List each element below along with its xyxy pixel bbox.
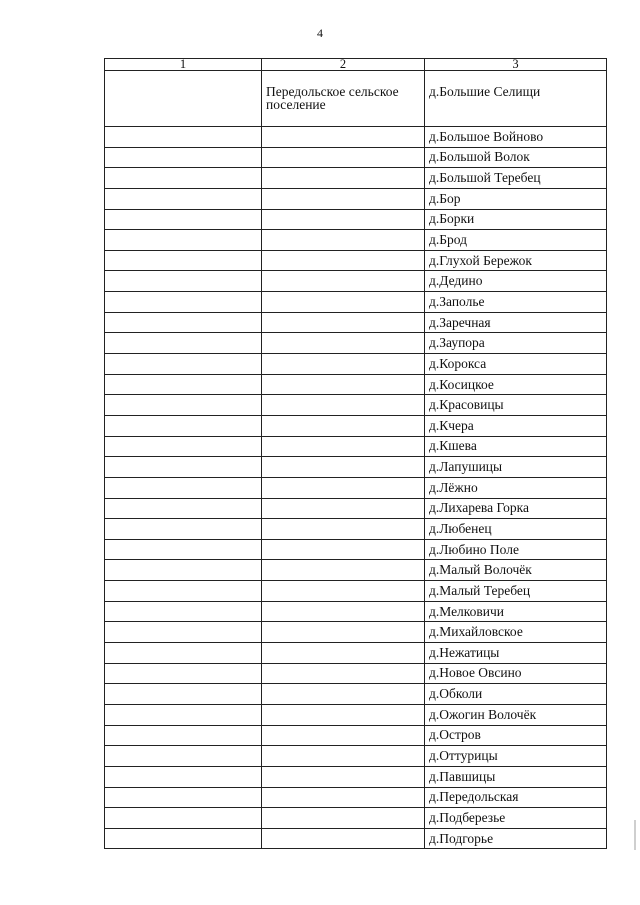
cell-col1	[105, 395, 262, 416]
village-name: д.Подгорье	[425, 828, 607, 849]
cell-col1	[105, 643, 262, 664]
cell-col2	[262, 663, 425, 684]
cell-col2	[262, 622, 425, 643]
table-row	[105, 808, 607, 829]
table-row	[105, 188, 607, 209]
table-row	[105, 436, 607, 457]
cell-col1	[105, 209, 262, 230]
cell-col1	[105, 354, 262, 375]
village-name: д.Лёжно	[425, 477, 607, 498]
cell-col1	[105, 704, 262, 725]
cell-col1	[105, 725, 262, 746]
cell-col2	[262, 436, 425, 457]
cell-col2	[262, 354, 425, 375]
village-name: д.Бор	[425, 188, 607, 209]
cell-col1	[105, 766, 262, 787]
cell-col1	[105, 519, 262, 540]
table-row	[105, 312, 607, 333]
cell-col1	[105, 498, 262, 519]
cell-col1	[105, 230, 262, 251]
village-name: д.Борки	[425, 209, 607, 230]
table-row	[105, 354, 607, 375]
scan-edge-mark	[634, 820, 636, 850]
cell-col1	[105, 787, 262, 808]
cell-col2	[262, 271, 425, 292]
cell-col2	[262, 127, 425, 148]
village-name: д.Красовицы	[425, 395, 607, 416]
table-row	[105, 519, 607, 540]
village-name: д.Любино Поле	[425, 539, 607, 560]
village-name: д.Оттурицы	[425, 746, 607, 767]
cell-col1	[105, 663, 262, 684]
table-row	[105, 250, 607, 271]
cell-col1	[105, 808, 262, 829]
village-name: д.Кшева	[425, 436, 607, 457]
cell-col1	[105, 415, 262, 436]
cell-col1	[105, 581, 262, 602]
cell-col2	[262, 230, 425, 251]
table-row	[105, 704, 607, 725]
cell-col2	[262, 312, 425, 333]
table-row	[105, 209, 607, 230]
cell-col1	[105, 271, 262, 292]
village-name: д.Большое Войново	[425, 127, 607, 148]
village-name: д.Лапушицы	[425, 457, 607, 478]
village-name: д.Малый Волочёк	[425, 560, 607, 581]
village-name: д.Брод	[425, 230, 607, 251]
cell-col1	[105, 312, 262, 333]
cell-col2	[262, 766, 425, 787]
village-name: д.Большие Селищи	[425, 71, 607, 127]
village-name: д.Павшицы	[425, 766, 607, 787]
village-name: д.Кчера	[425, 415, 607, 436]
cell-col2	[262, 168, 425, 189]
village-name: д.Глухой Бережок	[425, 250, 607, 271]
table-row	[105, 127, 607, 148]
table-row	[105, 333, 607, 354]
cell-col2	[262, 684, 425, 705]
table-row	[105, 746, 607, 767]
cell-col2	[262, 250, 425, 271]
cell-col2	[262, 477, 425, 498]
cell-col2	[262, 601, 425, 622]
village-name: д.Лихарева Горка	[425, 498, 607, 519]
cell-col1	[105, 457, 262, 478]
village-name: д.Остров	[425, 725, 607, 746]
table-row	[105, 168, 607, 189]
village-name: д.Ожогин Волочёк	[425, 704, 607, 725]
cell-col2	[262, 188, 425, 209]
cell-col1	[105, 436, 262, 457]
cell-col1	[105, 601, 262, 622]
table-row	[105, 71, 607, 127]
village-name: д.Косицкое	[425, 374, 607, 395]
table-row	[105, 684, 607, 705]
cell-col2	[262, 746, 425, 767]
cell-col2	[262, 581, 425, 602]
table-row	[105, 477, 607, 498]
table-row	[105, 828, 607, 849]
cell-col2	[262, 395, 425, 416]
cell-col1	[105, 147, 262, 168]
table-row	[105, 415, 607, 436]
village-name: д.Заполье	[425, 292, 607, 313]
cell-col2	[262, 415, 425, 436]
settlement-name: Передольское сельское поселение	[262, 71, 425, 127]
table-row	[105, 147, 607, 168]
cell-col1	[105, 127, 262, 148]
cell-col2	[262, 147, 425, 168]
table-row	[105, 643, 607, 664]
table-row	[105, 292, 607, 313]
settlements-table	[104, 58, 607, 849]
cell-col1	[105, 188, 262, 209]
cell-col1	[105, 333, 262, 354]
cell-col1	[105, 477, 262, 498]
table-row	[105, 539, 607, 560]
cell-col1	[105, 168, 262, 189]
table-row	[105, 787, 607, 808]
table-row	[105, 766, 607, 787]
table-row	[105, 663, 607, 684]
cell-col2	[262, 498, 425, 519]
cell-col2	[262, 808, 425, 829]
village-name: д.Большой Теребец	[425, 168, 607, 189]
village-name: д.Михайловское	[425, 622, 607, 643]
table-row	[105, 601, 607, 622]
village-name: д.Мелковичи	[425, 601, 607, 622]
village-name: д.Нежатицы	[425, 643, 607, 664]
cell-col1	[105, 684, 262, 705]
cell-col2	[262, 292, 425, 313]
page-number: 4	[317, 26, 323, 40]
table-row	[105, 498, 607, 519]
cell-col2	[262, 704, 425, 725]
column-number-2: 2	[262, 59, 425, 71]
village-name: д.Передольская	[425, 787, 607, 808]
cell-col1	[105, 71, 262, 127]
column-number-1: 1	[105, 59, 262, 71]
cell-col1	[105, 250, 262, 271]
village-name: д.Корокса	[425, 354, 607, 375]
cell-col2	[262, 374, 425, 395]
cell-col1	[105, 539, 262, 560]
cell-col2	[262, 519, 425, 540]
table-row	[105, 457, 607, 478]
cell-col2	[262, 333, 425, 354]
village-name: д.Заречная	[425, 312, 607, 333]
cell-col1	[105, 292, 262, 313]
table-row	[105, 560, 607, 581]
cell-col2	[262, 560, 425, 581]
table-row	[105, 271, 607, 292]
table-row	[105, 581, 607, 602]
village-name: д.Новое Овсино	[425, 663, 607, 684]
cell-col2	[262, 787, 425, 808]
cell-col2	[262, 539, 425, 560]
table-row	[105, 230, 607, 251]
village-name: д.Дедино	[425, 271, 607, 292]
village-name: д.Заупора	[425, 333, 607, 354]
cell-col2	[262, 643, 425, 664]
village-name: д.Любенец	[425, 519, 607, 540]
cell-col1	[105, 560, 262, 581]
table-row	[105, 622, 607, 643]
cell-col1	[105, 374, 262, 395]
cell-col2	[262, 457, 425, 478]
table-header-row	[105, 59, 607, 71]
cell-col2	[262, 725, 425, 746]
village-name: д.Малый Теребец	[425, 581, 607, 602]
cell-col1	[105, 746, 262, 767]
table-row	[105, 725, 607, 746]
village-name: д.Обколи	[425, 684, 607, 705]
cell-col1	[105, 828, 262, 849]
village-name: д.Подберезье	[425, 808, 607, 829]
cell-col2	[262, 209, 425, 230]
table-row	[105, 374, 607, 395]
cell-col1	[105, 622, 262, 643]
cell-col2	[262, 828, 425, 849]
table-row	[105, 395, 607, 416]
column-number-3: 3	[425, 59, 607, 71]
village-name: д.Большой Волок	[425, 147, 607, 168]
